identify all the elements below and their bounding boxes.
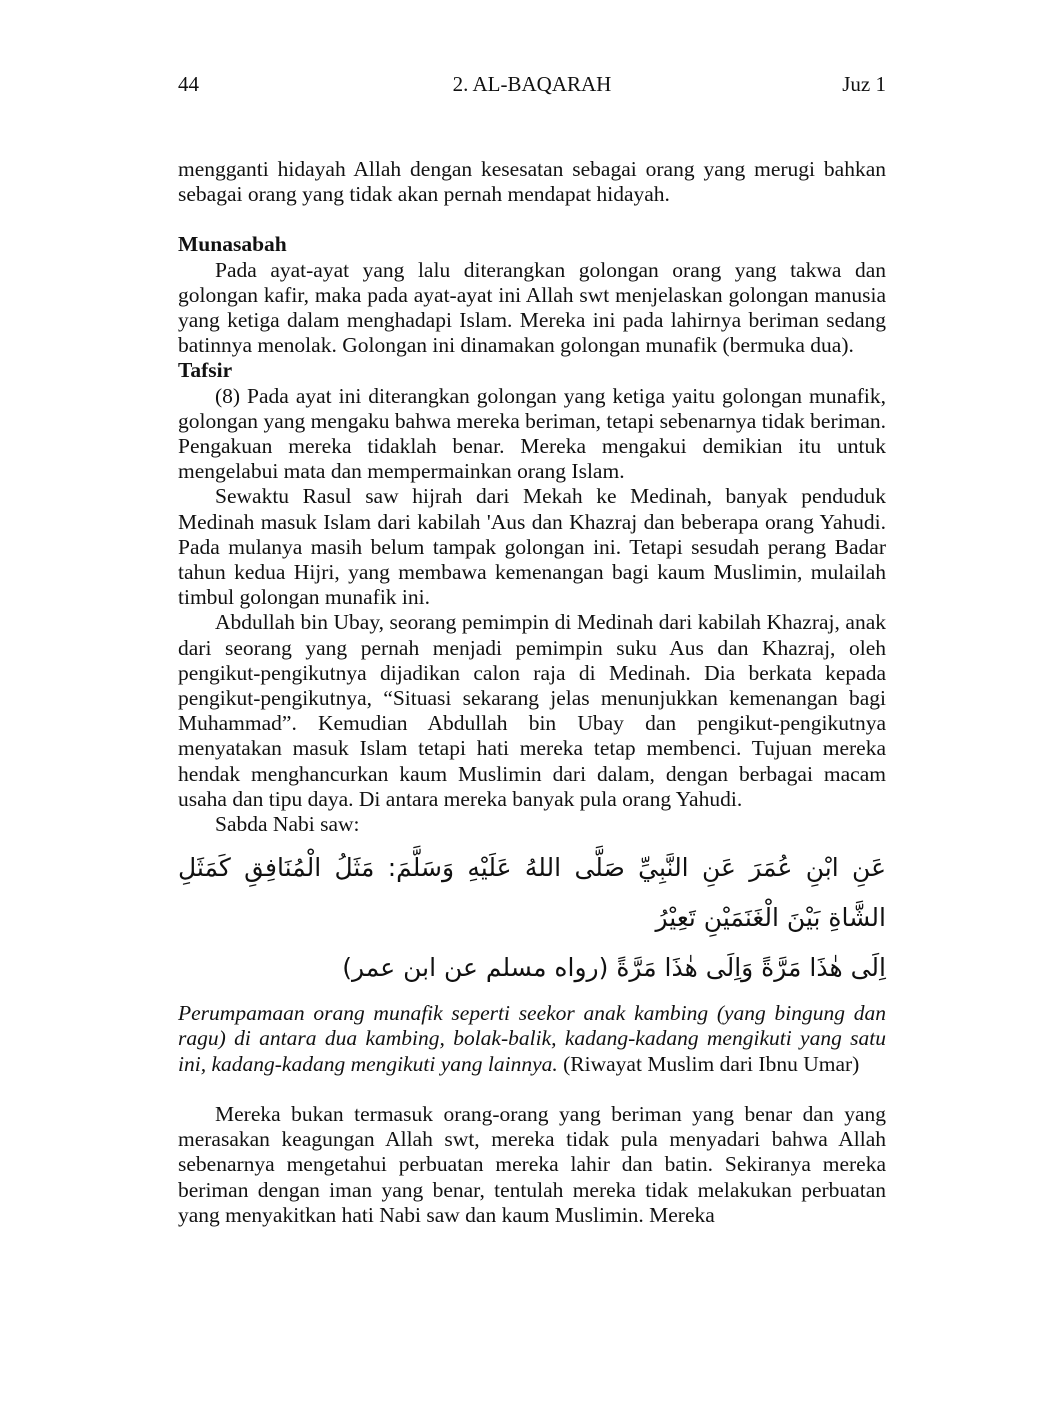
page-number: 44 bbox=[178, 72, 199, 96]
hadith-translation bbox=[178, 1001, 886, 1077]
hadith-arabic-line-1: عَنِ ابْنِ عُمَرَ عَنِ النَّبِيِّ صَلَّى اللهُ عَلَيْهِ وَسَلَّمَ: مَثَلُ الْمُنَافِقِ كَمَثَلِ الشَّاةِ بَيْنَ الْغَنَمَيْنِ تَعِيْرُ bbox=[178, 853, 886, 933]
closing-paragraph: Mereka bukan termasuk orang-orang yang beriman yang benar dan yang merasakan keagungan Allah swt, mereka tidak pula menyadari bahwa Allah sebenarnya mengetahui perbuatan mereka lahir dan batin. Sekiranya mereka beriman dengan iman yang benar, tentulah mereka tidak melakukan perbuatan yang menyakitkan hati Nabi saw dan kaum Muslimin. Mereka bbox=[178, 1101, 886, 1227]
intro-paragraph: mengganti hidayah Allah dengan kesesatan sebagai orang yang merugi bahkan sebagai orang yang tidak akan pernah mendapat hidayah. bbox=[178, 157, 886, 207]
tafsir-paragraph-1: (8) Pada ayat ini diterangkan golongan yang ketiga yaitu golongan munafik, golongan yang mengaku bahwa mereka beriman, tetapi sebenarnya tidak beriman. Pengakuan mereka tidaklah benar. Mereka mengakui demikian itu untuk mengelabui mata dan mempermainkan orang Islam. bbox=[178, 383, 886, 484]
page-header bbox=[178, 72, 886, 100]
hadith-arabic bbox=[178, 843, 886, 993]
juz-label: Juz 1 bbox=[842, 72, 886, 96]
hadith-source: (Riwayat Muslim dari Ibnu Umar) bbox=[563, 1051, 860, 1076]
chapter-title: 2. AL-BAQARAH bbox=[452, 72, 612, 96]
hadith-intro: Sabda Nabi saw: bbox=[215, 812, 360, 837]
munasabah-paragraph: Pada ayat-ayat yang lalu diterangkan golongan orang yang takwa dan golongan kafir, maka pada ayat-ayat ini Allah swt menjelaskan golongan manusia yang ketiga dalam menghadapi Islam. Mereka ini pada lahirnya beriman sedang batinnya menolak. Golongan ini dinamakan golongan munafik (bermuka dua). bbox=[178, 257, 886, 358]
tafsir-paragraph-3: Abdullah bin Ubay, seorang pemimpin di Medinah dari kabilah Khazraj, anak dari seorang yang pernah menjadi pemimpin suku Aus dan Khazraj, oleh pengikut-pengikutnya dijadikan calon raja di Medinah. Dia berkata kepada pengikut-pengikutnya, “Situasi sekarang jelas menunjukkan kemenangan bagi Muhammad”. Kemudian Abdullah bin Ubay dan pengikut-pengikutnya menyatakan masuk Islam tetapi hati mereka tetap membenci. Tujuan mereka hendak menghancurkan kaum Muslimin dari dalam, dengan berbagai macam usaha dan tipu daya. Di antara mereka banyak pula orang Yahudi. bbox=[178, 610, 886, 811]
hadith-arabic-line-2: اِلَى هٰذَا مَرَّةً وَاِلَى هٰذَا مَرَّةً (رواه مسلم عن ابن عمر) bbox=[342, 953, 886, 983]
page-body bbox=[178, 157, 886, 1228]
tafsir-heading: Tafsir bbox=[178, 358, 233, 383]
tafsir-paragraph-2: Sewaktu Rasul saw hijrah dari Mekah ke Medinah, banyak penduduk Medinah masuk Islam dari kabilah 'Aus dan Khazraj dan beberapa orang Yahudi. Pada mulanya masih belum tampak golongan ini. Tetapi sesudah perang Badar tahun kedua Hijri, yang membawa kemenangan bagi kaum Muslimin, mulailah timbul golongan munafik ini. bbox=[178, 484, 886, 610]
hadith-translation-text: Perumpamaan orang munafik seperti seekor anak kambing (yang bingung dan ragu) di antara dua kambing, bolak-balik, kadang-kadang mengikuti yang satu ini, kadang-kadang mengikuti yang lainnya. bbox=[178, 1001, 886, 1076]
munasabah-heading: Munasabah bbox=[178, 232, 287, 257]
